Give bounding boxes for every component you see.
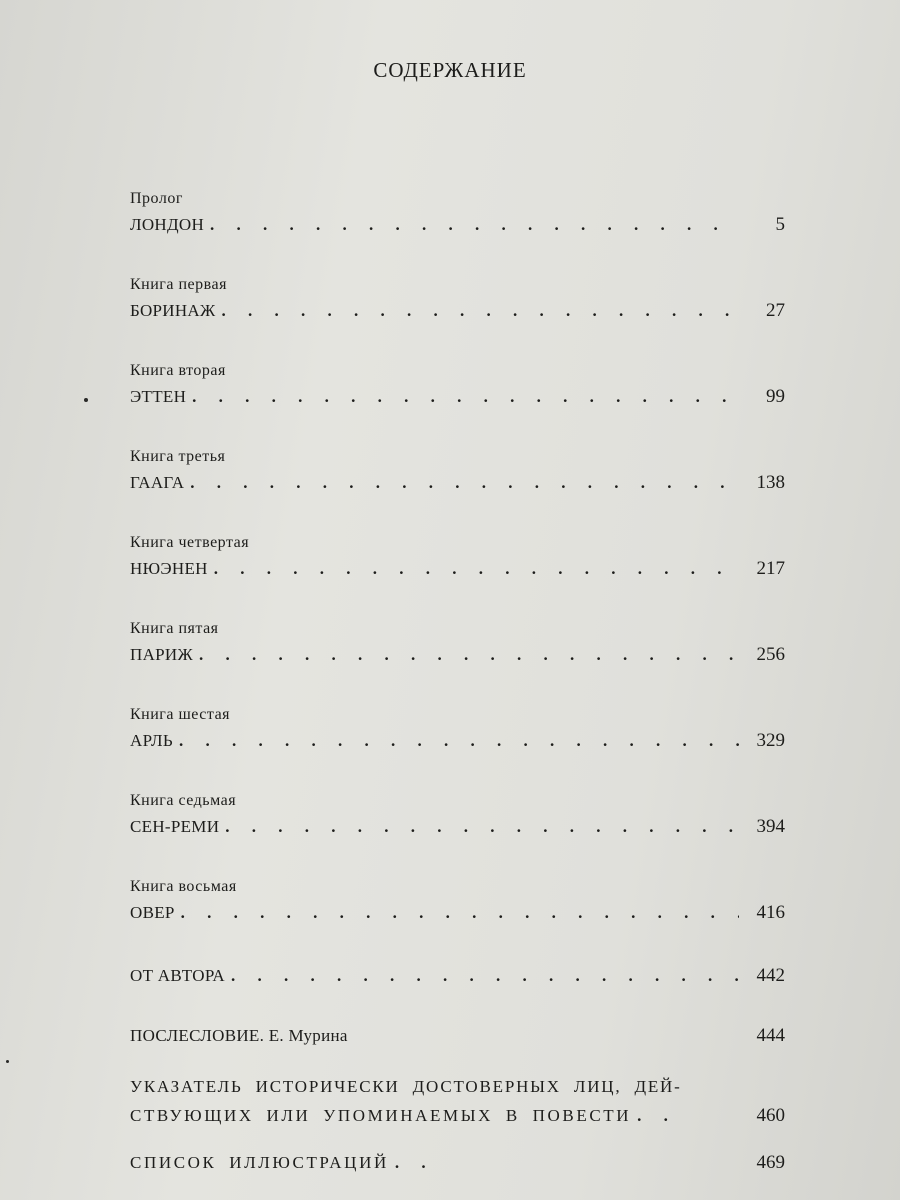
page-number: 27: [766, 300, 785, 321]
book-label: Книга вторая: [130, 362, 226, 379]
page-number: 256: [756, 644, 785, 665]
leader-dots: [192, 387, 739, 407]
page-number: 442: [756, 965, 785, 986]
toc-line: [130, 902, 785, 924]
leader-dots: [190, 473, 739, 493]
toc-line: [130, 1025, 785, 1047]
leader-dots: [179, 731, 739, 751]
toc-line: [130, 644, 785, 666]
page-number: 99: [766, 386, 785, 407]
chapter-title: СПИСОК ИЛЛЮСТРАЦИЙ: [130, 1153, 389, 1172]
print-speck: [6, 1060, 9, 1063]
chapter-title: ЭТТЕН: [130, 387, 187, 406]
toc-entry-book-6: [130, 706, 785, 752]
toc-line: [130, 816, 785, 838]
chapter-title: ПОСЛЕСЛОВИЕ. Е. Мурина: [130, 1026, 348, 1045]
book-label: Книга первая: [130, 276, 227, 293]
page-number: 416: [756, 902, 785, 923]
leader-dots: [231, 966, 739, 986]
page-number: 329: [756, 730, 785, 751]
toc-entry-book-5: [130, 620, 785, 666]
toc-entry-book-7: [130, 792, 785, 838]
page-number: 217: [756, 558, 785, 579]
chapter-title: ГААГА: [130, 473, 185, 492]
toc-line: [130, 1152, 785, 1174]
toc-line: [130, 472, 785, 494]
chapter-title-line-2: СТВУЮЩИХ ИЛИ УПОМИНАЕМЫХ В ПОВЕСТИ: [130, 1106, 632, 1125]
toc-line: [130, 730, 785, 752]
toc-line: [130, 386, 785, 408]
chapter-title: НЮЭНЕН: [130, 559, 208, 578]
page-number: 5: [775, 214, 785, 235]
book-label: Книга третья: [130, 448, 226, 465]
book-label: Книга четвертая: [130, 534, 250, 551]
toc-entry-book-2: [130, 362, 785, 408]
chapter-title: ЛОНДОН: [130, 215, 205, 234]
leader-dots: [181, 903, 739, 923]
chapter-title-line-1: УКАЗАТЕЛЬ ИСТОРИЧЕСКИ ДОСТОВЕРНЫХ ЛИЦ, ДЕЙ-: [130, 1077, 682, 1096]
leader-dots: [199, 645, 739, 665]
page-number: 469: [756, 1152, 785, 1173]
toc-entry-illustrations: [130, 1152, 785, 1174]
toc-line: [130, 1105, 785, 1127]
toc-line: [130, 965, 785, 987]
page-title: СОДЕРЖАНИЕ: [373, 58, 527, 82]
page-number: 394: [756, 816, 785, 837]
page-number: 460: [756, 1105, 786, 1126]
toc-entry-index: [130, 1077, 785, 1127]
leader-dots: [637, 1106, 688, 1126]
page-number: 444: [756, 1025, 785, 1046]
chapter-title: БОРИНАЖ: [130, 301, 216, 320]
toc-entry-book-1: [130, 276, 785, 322]
leader-dots: [214, 559, 739, 579]
book-label: Книга восьмая: [130, 878, 237, 895]
toc-entry-prologue: [130, 190, 785, 236]
toc-entry-from-author: [130, 965, 785, 987]
book-label: Книга шестая: [130, 706, 231, 723]
page-number: 138: [756, 472, 785, 493]
book-label: Книга пятая: [130, 620, 219, 637]
chapter-title: ПАРИЖ: [130, 645, 194, 664]
book-label: Книга седьмая: [130, 792, 237, 809]
toc-entry-book-8: [130, 878, 785, 924]
chapter-title: ОВЕР: [130, 903, 175, 922]
chapter-title: ОТ АВТОРА: [130, 966, 225, 985]
toc-entry-afterword: [130, 1025, 785, 1047]
leader-dots: [225, 817, 739, 837]
book-label: Пролог: [130, 190, 183, 207]
toc-line: [130, 214, 785, 236]
toc-line: [130, 300, 785, 322]
chapter-title: АРЛЬ: [130, 731, 173, 750]
chapter-title: СЕН-РЕМИ: [130, 817, 220, 836]
leader-dots: [222, 301, 739, 321]
toc-entry-book-3: [130, 448, 785, 494]
toc-entry-book-4: [130, 534, 785, 580]
leader-dots: [395, 1153, 435, 1173]
print-speck: [84, 398, 88, 402]
toc-line: [130, 558, 785, 580]
leader-dots: [210, 215, 739, 235]
